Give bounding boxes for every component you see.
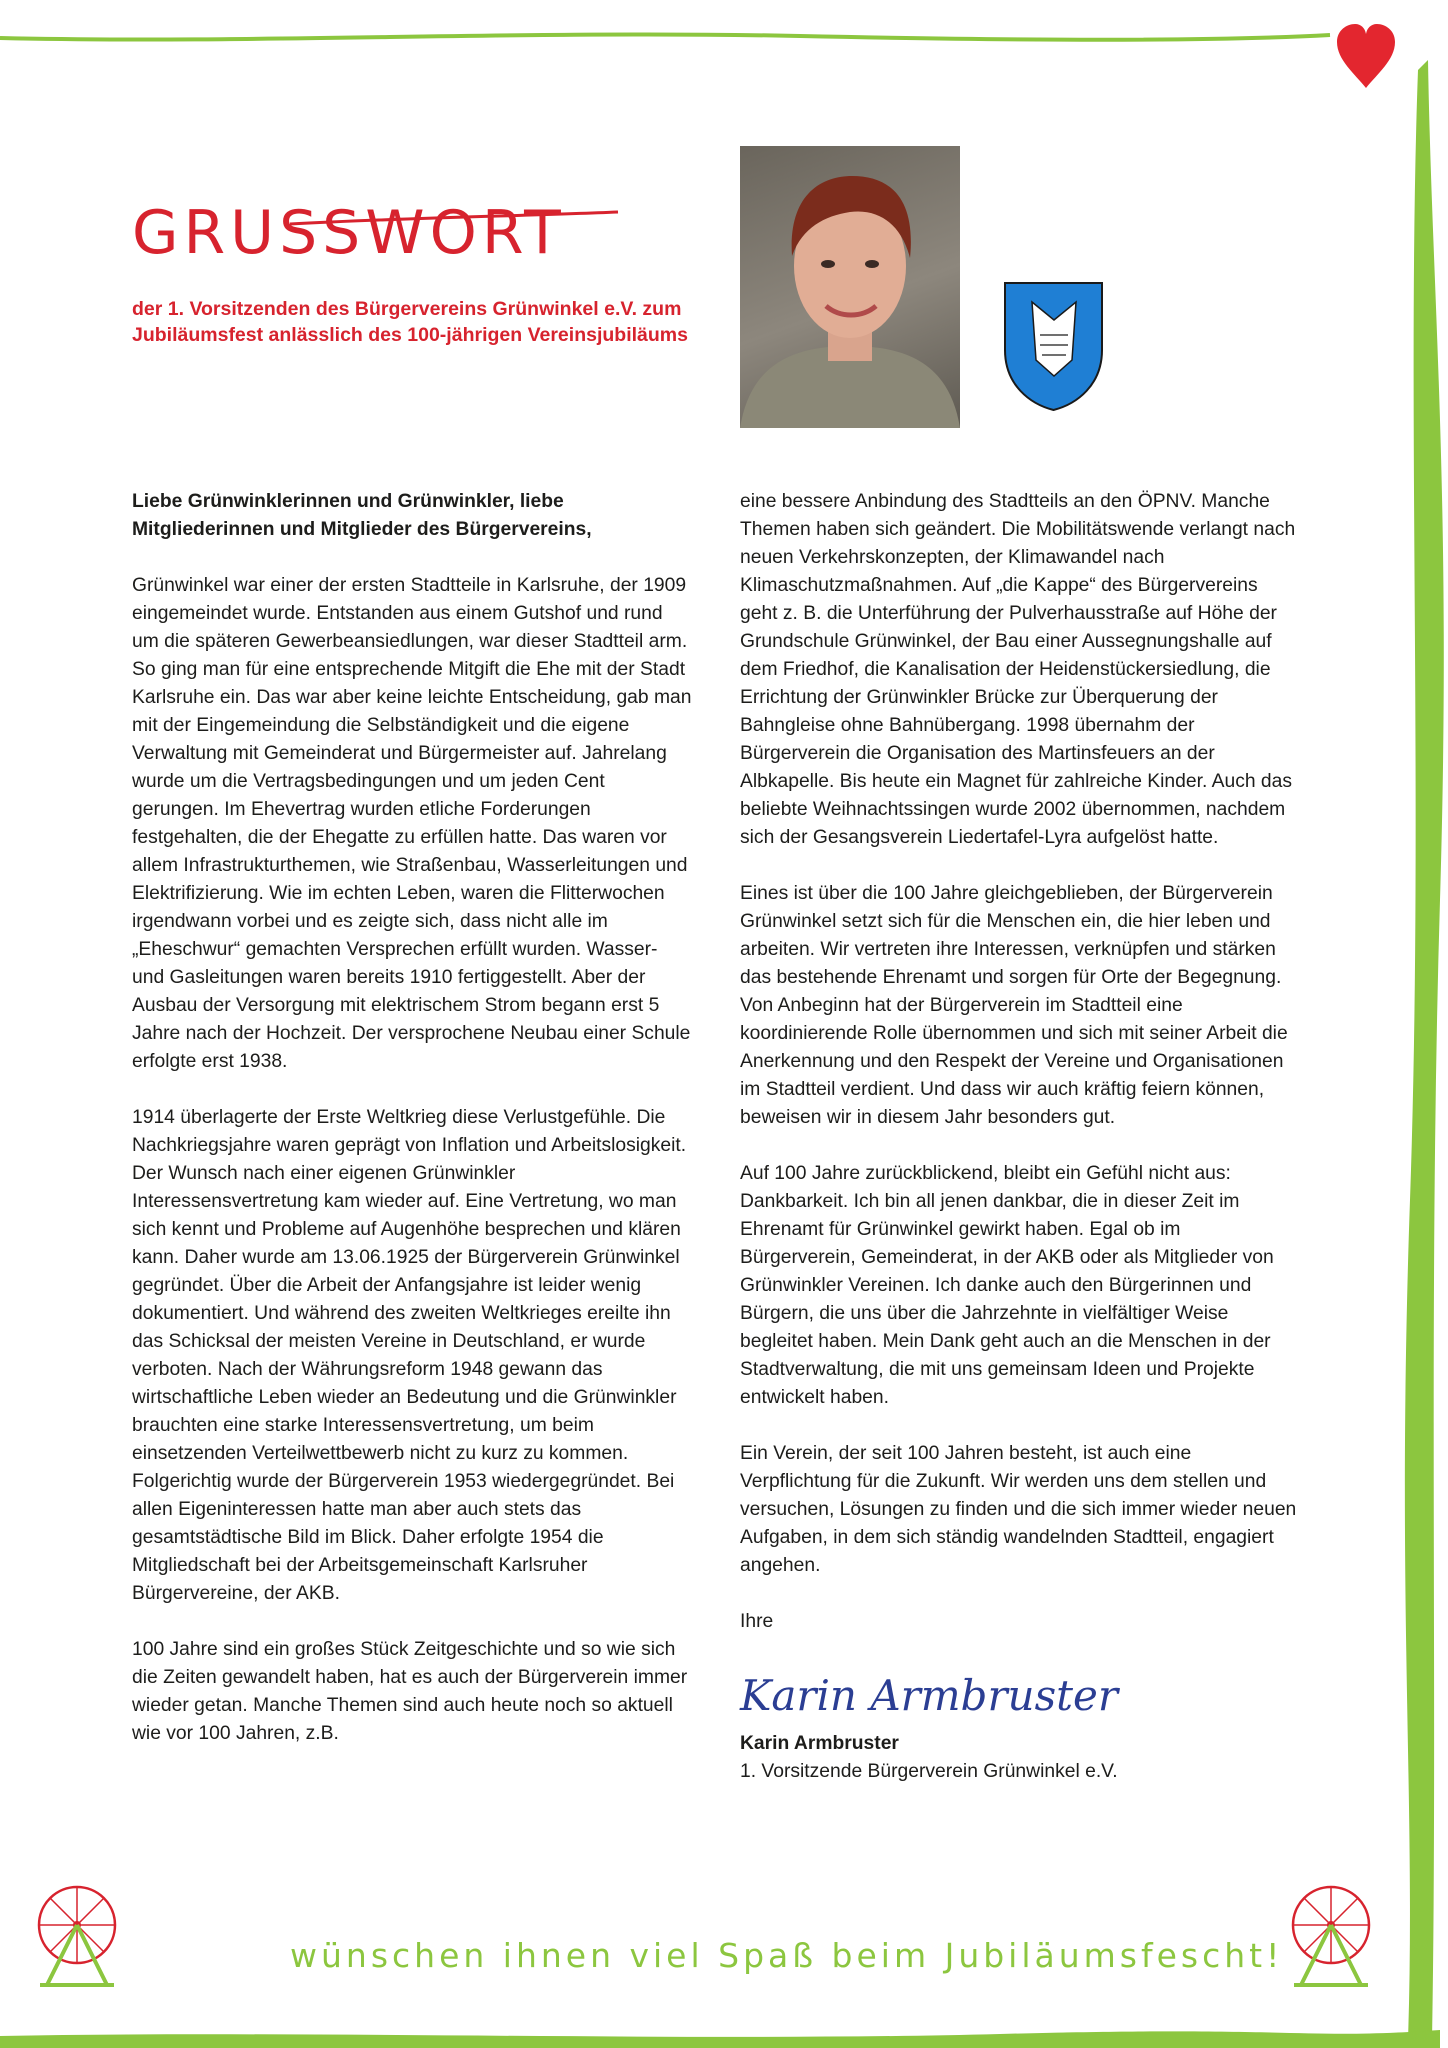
page-title: GRUSSWORT xyxy=(132,198,566,268)
ferris-wheel-icon xyxy=(1286,1880,1376,1990)
letter-column-right xyxy=(740,488,1300,1786)
letter-salutation: Liebe Grünwinklerinnen und Grünwinkler, liebe Mitgliederinnen und Mitglieder des Bürgervereins, xyxy=(132,491,592,540)
page-subtitle: der 1. Vorsitzenden des Bürgervereins Grünwinkel e.V. zum Jubiläumsfest anlässlich des 100-jährigen Vereinsjubiläums xyxy=(132,298,688,346)
portrait-photo xyxy=(740,146,960,428)
handwritten-signature xyxy=(736,1660,1118,1730)
letter-paragraph: Ein Verein, der seit 100 Jahren besteht, ist auch eine Verpflichtung für die Zukunft. Wir werden uns dem stellen und versuchen, Lösungen zu finden und die sich immer wieder neuen Aufgaben, in dem sich ständig wandelnden Stadtteil, engagiert angehen. xyxy=(740,1443,1297,1576)
signer-role: 1. Vorsitzende Bürgerverein Grünwinkel e.V. xyxy=(740,1761,1118,1782)
letter-paragraph: eine bessere Anbindung des Stadtteils an den ÖPNV. Manche Themen haben sich geändert. Die Mobilitätswende verlangt nach neuen Verkehrskonzepten, der Klimawandel nach Klimaschutzmaßnahmen. Auf „die Kappe“ des Bürgervereins geht z. B. die Unterführung der Pulverhausstraße auf Höhe der Grundschule Grünwinkel, der Bau einer Aussegnungshalle auf dem Friedhof, die Kanalisation der Heidenstückersiedlung, die Errichtung der Grünwinkler Brücke zur Überquerung der Bahngleise ohne Bahnübergang. 1998 übernahm der Bürgerverein die Organisation des Martinsfeuers an der Albkapelle. Bis heute ein Magnet für zahlreiche Kinder. Auch das beliebte Weihnachtssingen wurde 2002 übernommen, nachdem sich der Gesangsverein Liedertafel-Lyra aufgelöst hatte. xyxy=(740,491,1296,848)
signer-name: Karin Armbruster xyxy=(740,1733,899,1754)
letter-paragraph: Auf 100 Jahre zurückblickend, bleibt ein Gefühl nicht aus: Dankbarkeit. Ich bin all jenen dankbar, die in dieser Zeit im Ehrenamt für Grünwinkel gewirkt haben. Egal ob im Bürgerverein, Gemeinderat, in der AKB oder als Mitglieder von Grünwinkler Vereinen. Ich danke auch den Bürgerinnen und Bürgern, die uns über die Jahrzehnte in vielfältiger Weise begleitet haben. Mein Dank geht auch an die Menschen in der Stadtverwaltung, die mit uns gemeinsam Ideen und Projekte entwickelt haben. xyxy=(740,1163,1274,1408)
letter-paragraph: 1914 überlagerte der Erste Weltkrieg diese Verlustgefühle. Die Nachkriegsjahre waren geprägt von Inflation und Arbeitslosigkeit. Der Wunsch nach einer eigenen Grünwinkler Interessensvertretung kam wieder auf. Eine Vertretung, wo man sich kennt und Probleme auf Augenhöhe besprechen und klären kann. Daher wurde am 13.06.1925 der Bürgerverein Grünwinkel gegründet. Über die Arbeit der Anfangsjahre ist leider wenig dokumentiert. Und während des zweiten Weltkrieges ereilte ihn das Schicksal der meisten Vereine in Deutschland, er wurde verboten. Nach der Währungsreform 1948 gewann das wirtschaftliche Leben wieder an Bedeutung und die Grünwinkler brauchten eine starke Interessensvertretung, um beim einsetzenden Verteilwettbewerb nicht zu kurz zu kommen. Folgerichtig wurde der Bürgerverein 1953 wiedergegründet. Bei allen Eigeninteressen hatte man aber auch stets das gesamtstädtische Bild im Blick. Daher erfolgte 1954 die Mitgliedschaft bei der Arbeitsgemeinschaft Karlsruher Bürgervereine, der AKB. xyxy=(132,1107,687,1604)
footer-slogan: wünschen ihnen viel Spaß beim Jubiläumsfescht! xyxy=(290,1936,1284,1975)
ferris-wheel-icon xyxy=(32,1880,122,1990)
letter-paragraph: Eines ist über die 100 Jahre gleichgeblieben, der Bürgerverein Grünwinkel setzt sich für die Menschen ein, die hier leben und arbeiten. Wir vertreten ihre Interessen, verknüpfen und stärken das bestehende Ehrenamt und sorgen für Orte der Begegnung. Von Anbeginn hat der Bürgerverein im Stadtteil eine koordinierende Rolle übernommen und sich mit seiner Arbeit die Anerkennung und den Respekt der Vereine und Organisationen im Stadtteil verdient. Und dass wir auch kräftig feiern können, beweisen wir in diesem Jahr besonders gut. xyxy=(740,883,1288,1128)
letter-paragraph: 100 Jahre sind ein großes Stück Zeitgeschichte und so wie sich die Zeiten gewandelt haben, hat es auch der Bürgerverein immer wieder getan. Manche Themen sind auch heute noch so aktuell wie vor 100 Jahren, z.B. xyxy=(132,1639,688,1744)
heart-icon xyxy=(1335,22,1397,90)
svg-text:Karin Armbruster: Karin Armbruster xyxy=(740,1671,1118,1720)
letter-closing: Ihre xyxy=(740,1611,774,1632)
letter-column-left xyxy=(132,488,692,1776)
coat-of-arms xyxy=(1002,280,1105,412)
letter-paragraph: Grünwinkel war einer der ersten Stadtteile in Karlsruhe, der 1909 eingemeindet wurde. Entstanden aus einem Gutshof und rund um die späteren Gewerbeansiedlungen, war dieser Stadtteil arm. So ging man für eine entsprechende Mitgift die Ehe mit der Stadt Karlsruhe ein. Das war aber keine leichte Entscheidung, gab man mit der Eingemeindung die Selbständigkeit und die eigene Verwaltung mit Gemeinderat und Bürgermeister auf. Jahrelang wurde um die Vertragsbedingungen und um jeden Cent gerungen. Im Ehevertrag wurden etliche Forderungen festgehalten, die der Ehegatte zu erfüllen hatte. Das waren vor allem Infrastrukturthemen, wie Straßenbau, Wasserleitungen und Elektrifizierung. Wie im echten Leben, waren die Flitterwochen irgendwann vorbei und es zeigte sich, dass nicht alle im „Eheschwur“ gemachten Versprechen erfüllt wurden. Wasser- und Gasleitungen waren bereits 1910 fertiggestellt. Aber der Ausbau der Versorgung mit elektrischem Strom begann erst 5 Jahre nach der Hochzeit. Der versprochene Neubau einer Schule erfolgte erst 1938. xyxy=(132,575,692,1072)
